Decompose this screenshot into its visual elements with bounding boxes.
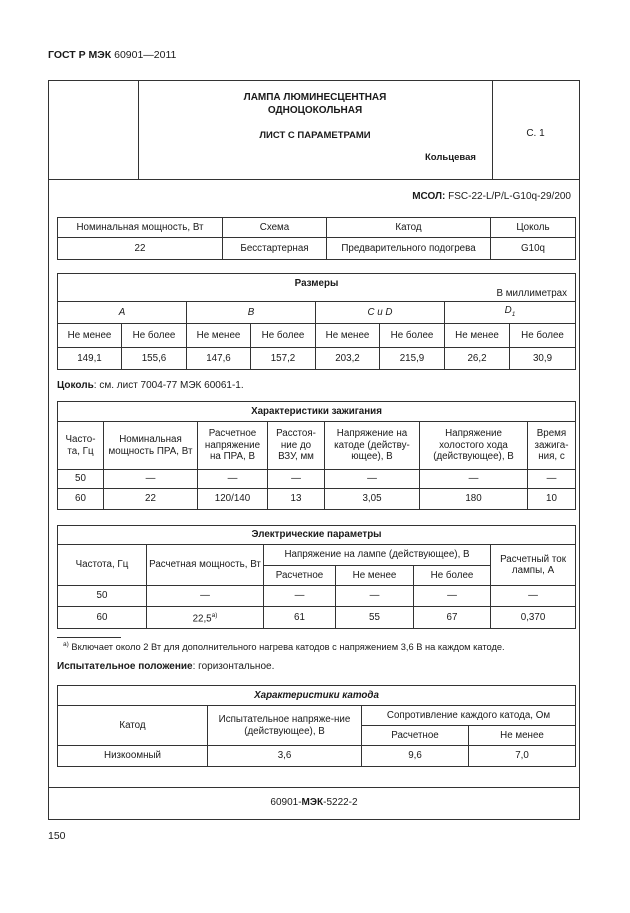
msol-value: FSC-22-L/P/L-G10q-29/200 [448, 191, 571, 202]
dim-max-label: Не более [122, 324, 187, 348]
ignition-cell: 10 [528, 489, 576, 510]
electrical-cell [147, 607, 264, 629]
electrical-cell: 0,370 [491, 607, 576, 629]
electrical-table [57, 525, 576, 629]
footnote-mark: а) [63, 641, 69, 648]
general-header: Номинальная мощность, Вт [58, 218, 223, 238]
electrical-cell: 67 [414, 607, 491, 629]
dim-value: 147,6 [187, 348, 251, 370]
sheet-code-bold: МЭК [301, 797, 324, 808]
standard-title [48, 49, 176, 61]
electrical-cell: 61 [264, 607, 336, 629]
ignition-header: Номинальная мощность ПРА, Вт [104, 422, 198, 470]
base-note-label: Цоколь [57, 380, 94, 391]
dim-group-a: A [58, 302, 187, 324]
ignition-cell: — [268, 470, 325, 489]
general-header: Цоколь [491, 218, 576, 238]
sheet-header [49, 81, 579, 180]
data-sheet-frame [48, 80, 580, 820]
dimensions-table [57, 273, 576, 370]
dim-group-d1 [445, 302, 576, 324]
cathode-cell: 9,6 [362, 746, 469, 767]
electrical-cell: — [491, 586, 576, 607]
dim-max-label: Не более [251, 324, 316, 348]
ignition-row [58, 470, 576, 489]
page-reference: С. 1 [526, 128, 545, 139]
page-number: 150 [48, 830, 66, 842]
base-note [57, 380, 244, 391]
base-note-text: : см. лист 7004-77 МЭК 60061-1. [93, 380, 244, 391]
standard-number: 60901—2011 [114, 49, 177, 61]
test-position-text: : горизонтальное. [192, 661, 275, 672]
dim-value: 157,2 [251, 348, 316, 370]
electrical-cell: — [336, 586, 414, 607]
dim-min-label: Не менее [58, 324, 122, 348]
dim-value: 215,9 [380, 348, 445, 370]
ignition-cell: 3,05 [325, 489, 420, 510]
ignition-cell: 180 [420, 489, 528, 510]
sheet-code [49, 797, 579, 808]
dim-group-d1-sub: 1 [511, 310, 516, 318]
electrical-row [58, 586, 576, 607]
sheet-subtitle: ЛИСТ С ПАРАМЕТРАМИ [259, 130, 371, 141]
ignition-cell: — [325, 470, 420, 489]
general-header: Катод [327, 218, 491, 238]
footnote [63, 641, 505, 652]
electrical-sub-max: Не более [414, 566, 491, 586]
ignition-table [57, 401, 576, 510]
sheet-code-prefix: 60901- [270, 797, 302, 808]
general-value: Предварительного подогрева [327, 238, 491, 260]
dim-value: 203,2 [316, 348, 380, 370]
dim-group-b: B [187, 302, 316, 324]
lamp-type: Кольцевая [425, 152, 476, 163]
dim-group-d1-label: D [504, 304, 512, 316]
footnote-separator [57, 637, 121, 638]
cathode-cell: 7,0 [469, 746, 576, 767]
cathode-cell: Низкоомный [58, 746, 208, 767]
electrical-header-voltage: Напряжение на лампе (действующее), В [264, 545, 491, 566]
ignition-cell: 22 [104, 489, 198, 510]
electrical-cell: — [414, 586, 491, 607]
footnote-marker: а) [211, 612, 218, 620]
electrical-cell: 55 [336, 607, 414, 629]
dim-max-label: Не более [380, 324, 445, 348]
electrical-sub-min: Не менее [336, 566, 414, 586]
cathode-header-type: Катод [58, 706, 208, 746]
cathode-table [57, 685, 576, 767]
general-table [57, 217, 576, 260]
lamp-title [139, 91, 491, 117]
dim-value: 26,2 [445, 348, 510, 370]
footer-separator [49, 787, 579, 788]
general-header: Схема [223, 218, 327, 238]
lamp-title-line2: ОДНОЦОКОЛЬНАЯ [267, 105, 363, 116]
electrical-cell: 50 [58, 586, 147, 607]
ignition-header: Напряжение на катоде (действу-ющее), В [325, 422, 420, 470]
cathode-sub-min: Не менее [469, 726, 576, 746]
cathode-title: Характеристики катода [58, 686, 576, 706]
test-position-note [57, 661, 274, 672]
header-left-cell [49, 81, 139, 179]
dim-min-label: Не менее [445, 324, 510, 348]
electrical-header-current: Расчетный ток лампы, А [491, 545, 576, 586]
electrical-cell: 60 [58, 607, 147, 629]
electrical-cell: — [147, 586, 264, 607]
dimensions-title: Размеры [294, 278, 339, 289]
dim-value: 155,6 [122, 348, 187, 370]
ignition-header: Напряжение холостого хода (действующее), В [420, 422, 528, 470]
dimensions-caption-cell [58, 274, 576, 302]
ignition-cell: — [528, 470, 576, 489]
electrical-sub-rated: Расчетное [264, 566, 336, 586]
dim-max-label: Не более [510, 324, 576, 348]
ignition-cell: 50 [58, 470, 104, 489]
cathode-header-resistance: Сопротивление каждого катода, Ом [362, 706, 576, 726]
general-value: Бесстартерная [223, 238, 327, 260]
ignition-cell: — [104, 470, 198, 489]
ignition-cell: 120/140 [198, 489, 268, 510]
ignition-header: Расстоя-ние до ВЗУ, мм [268, 422, 325, 470]
dim-value: 149,1 [58, 348, 122, 370]
ignition-header: Расчетное напряжение на ПРА, В [198, 422, 268, 470]
electrical-header-frequency: Частота, Гц [58, 545, 147, 586]
ignition-cell: 60 [58, 489, 104, 510]
cathode-sub-rated: Расчетное [362, 726, 469, 746]
ignition-header: Время зажига-ния, с [528, 422, 576, 470]
ignition-cell: 13 [268, 489, 325, 510]
ignition-row [58, 489, 576, 510]
ignition-header: Часто-та, Гц [58, 422, 104, 470]
electrical-power-value: 22,5 [192, 613, 212, 625]
general-value: G10q [491, 238, 576, 260]
sheet-code-suffix: -5222-2 [323, 797, 358, 808]
dim-min-label: Не менее [316, 324, 380, 348]
electrical-title: Электрические параметры [58, 526, 576, 545]
dimensions-unit: В миллиметрах [496, 288, 567, 299]
ignition-cell: — [420, 470, 528, 489]
ignition-cell: — [198, 470, 268, 489]
electrical-cell: — [264, 586, 336, 607]
cathode-header-test-voltage: Испытательное напряже-ние (действующее), В [208, 706, 362, 746]
cathode-cell: 3,6 [208, 746, 362, 767]
dim-min-label: Не менее [187, 324, 251, 348]
test-position-label: Испытательное положение [57, 661, 193, 672]
msol-label: МСОЛ: [412, 191, 446, 202]
general-value: 22 [58, 238, 223, 260]
standard-prefix: ГОСТ Р МЭК [48, 49, 112, 61]
footnote-text: Включает около 2 Вт для дополнительного нагрева катодов с напряжением 3,6 В на каждом катоде. [68, 642, 505, 653]
electrical-header-power: Расчетная мощность, Вт [147, 545, 264, 586]
electrical-row [58, 607, 576, 629]
lamp-title-line1: ЛАМПА ЛЮМИНЕСЦЕНТНАЯ [243, 92, 387, 103]
msol-designation [412, 191, 571, 202]
dim-value: 30,9 [510, 348, 576, 370]
ignition-title: Характеристики зажигания [58, 402, 576, 422]
cathode-row [58, 746, 576, 767]
dim-group-cd: C и D [316, 302, 445, 324]
